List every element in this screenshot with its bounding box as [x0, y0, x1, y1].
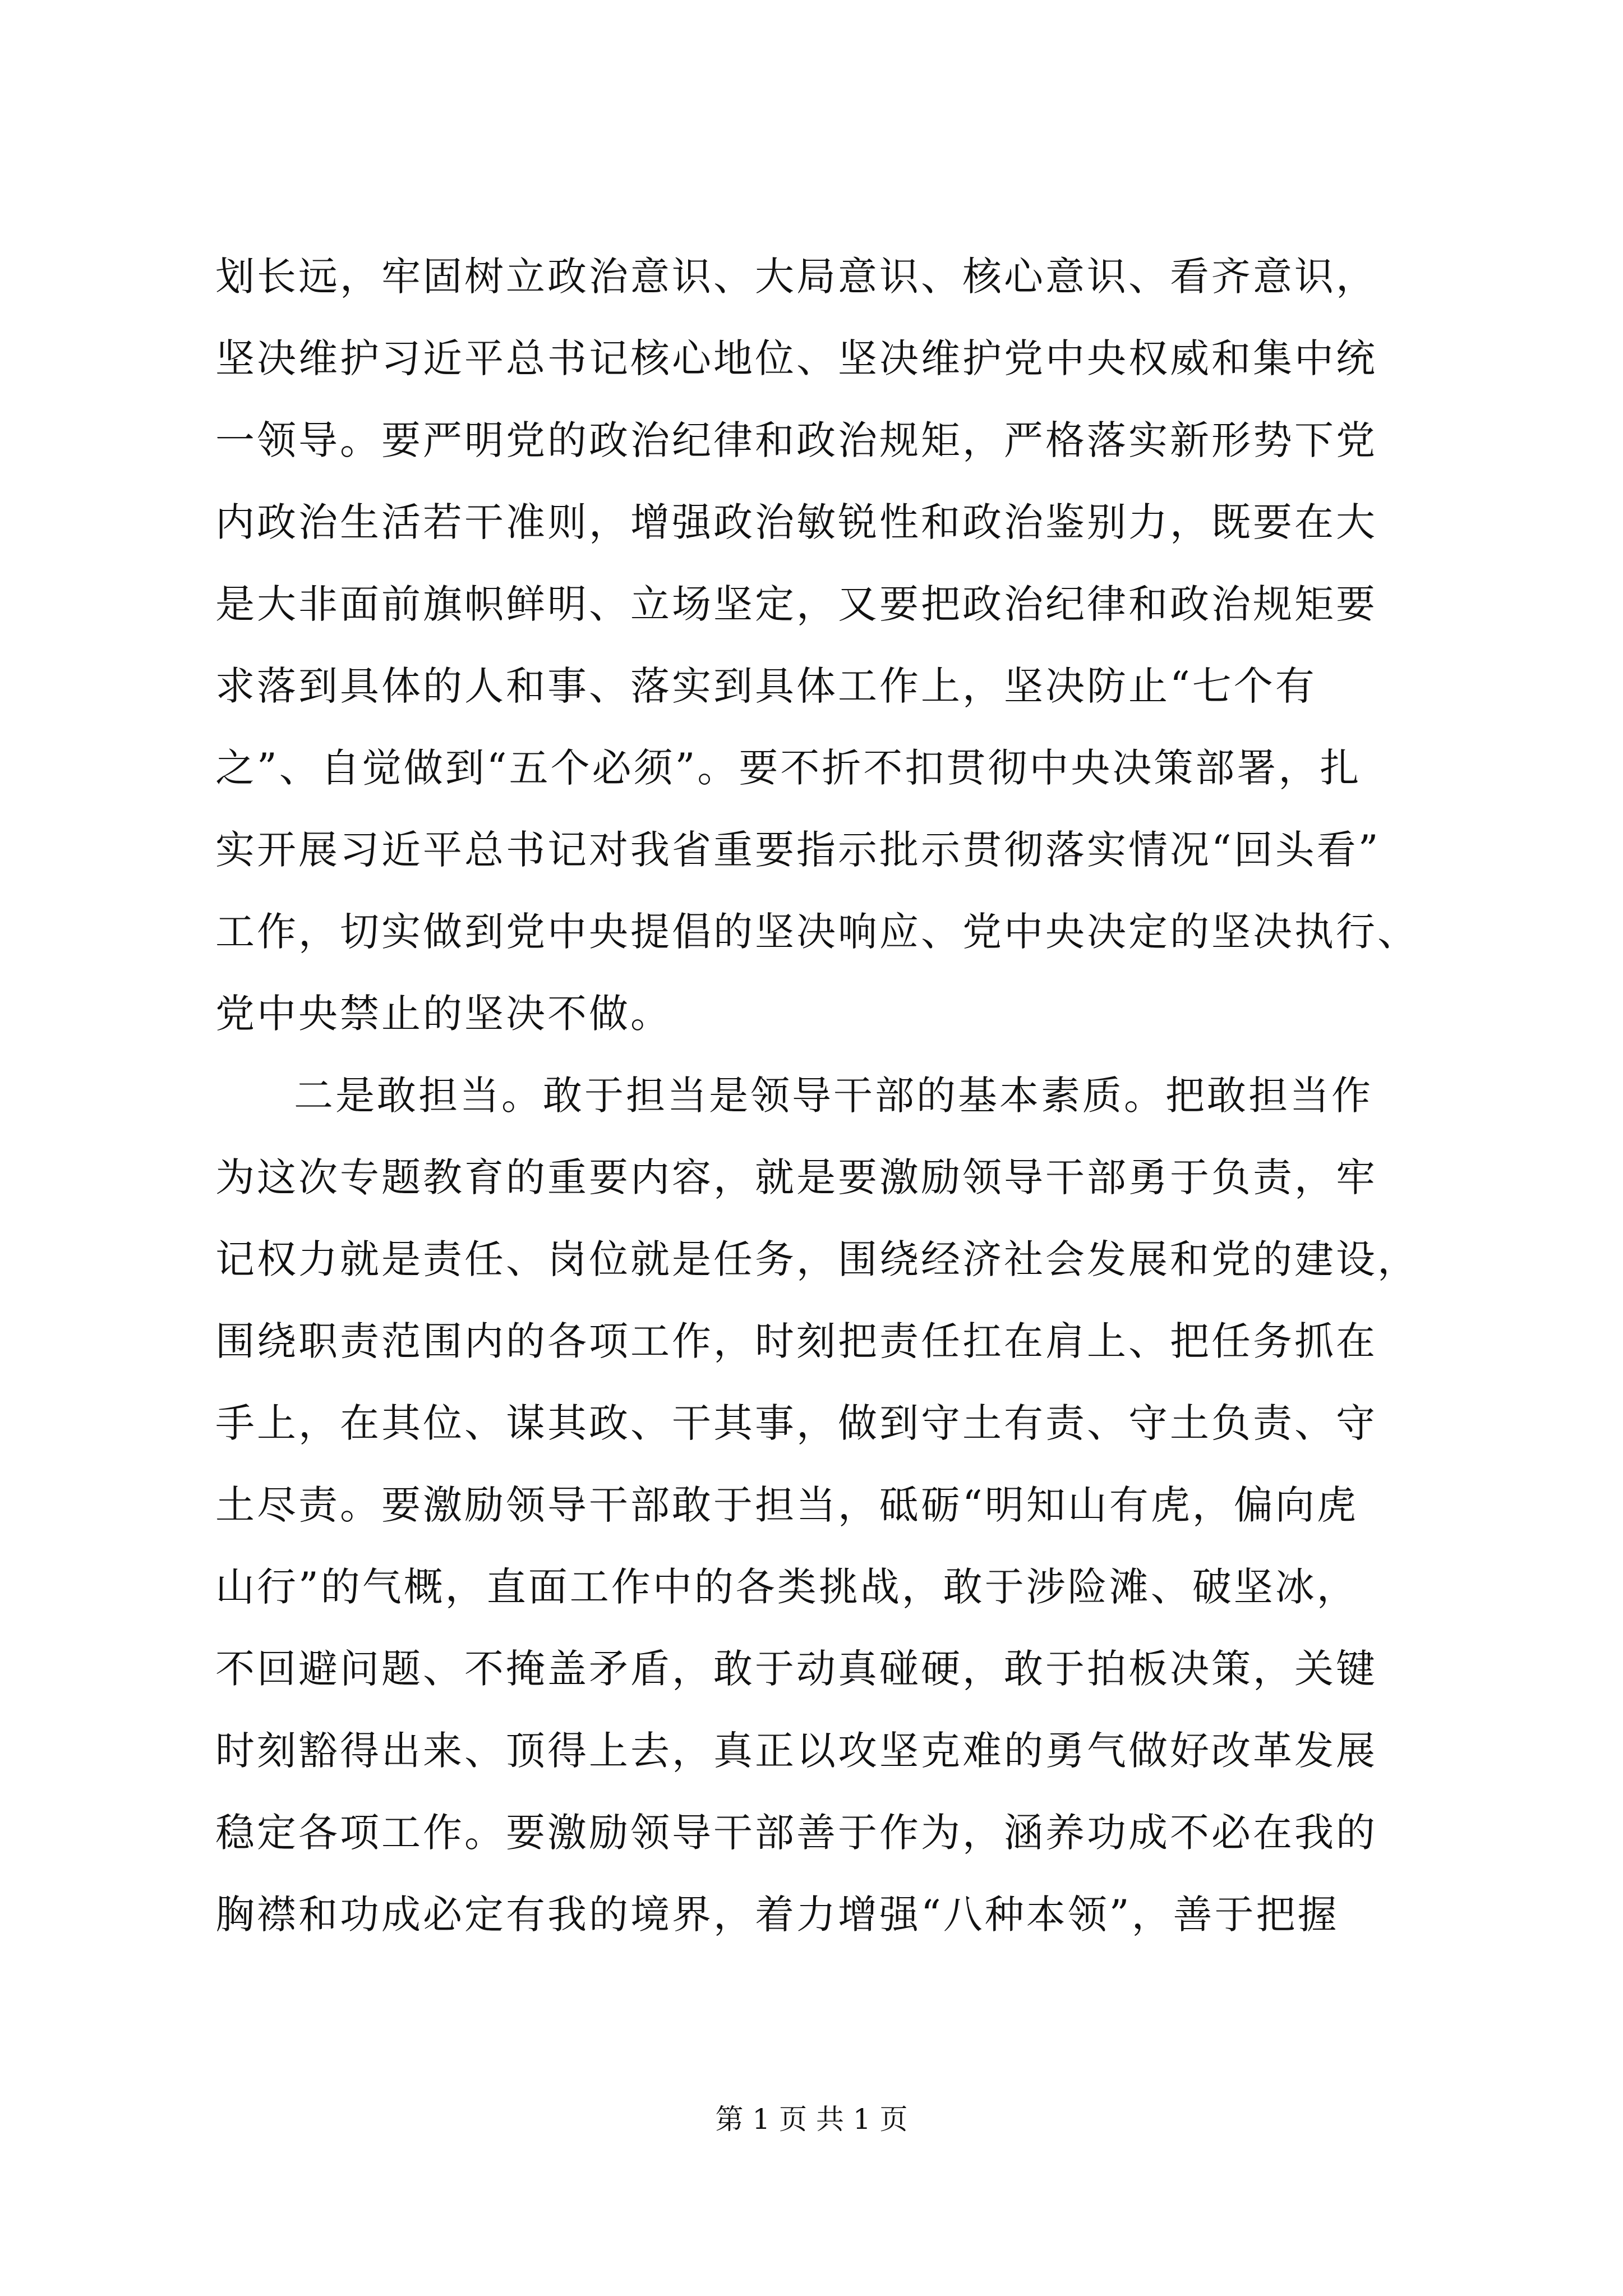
text-line-19: 时刻豁得出来、顶得上去，真正以攻坚克难的勇气做好改革发展 — [215, 1728, 1377, 1774]
text-line-4: 内政治生活若干准则，增强政治敏锐性和政治鉴别力，既要在大 — [215, 499, 1377, 545]
text-line-6: 求落到具体的人和事、落实到具体工作上，坚决防止“七个有 — [215, 663, 1317, 709]
text-line-3: 一领导。要严明党的政治纪律和政治规矩，严格落实新形势下党 — [215, 417, 1377, 463]
text-line-5: 是大非面前旗帜鲜明、立场坚定，又要把政治纪律和政治规矩要 — [215, 581, 1377, 627]
text-line-18: 不回避问题、不掩盖矛盾，敢于动真碰硬，敢于拍板决策，关键 — [215, 1646, 1377, 1692]
text-line-11: 二是敢担当。敢于担当是领导干部的基本素质。把敢担当作 — [294, 1073, 1373, 1119]
text-line-10: 党中央禁止的坚决不做。 — [215, 991, 672, 1037]
text-line-16: 土尽责。要激励领导干部敢于担当，砥砺“明知山有虎，偏向虎 — [215, 1482, 1358, 1528]
text-line-9: 工作，切实做到党中央提倡的坚决响应、党中央决定的坚决执行、 — [215, 909, 1419, 955]
text-line-17: 山行”的气概，直面工作中的各类挑战，敢于涉险滩、破坚冰， — [215, 1564, 1358, 1610]
body-text — [215, 236, 1421, 1955]
text-line-1: 划长远，牢固树立政治意识、大局意识、核心意识、看齐意识， — [215, 254, 1377, 300]
page-footer — [0, 2102, 1623, 2136]
text-line-13: 记权力就是责任、岗位就是任务，围绕经济社会发展和党的建设， — [215, 1236, 1419, 1282]
text-line-14: 围绕职责范围内的各项工作，时刻把责任扛在肩上、把任务抓在 — [215, 1318, 1377, 1364]
text-line-7: 之”、自觉做到“五个必须”。要不折不扣贯彻中央决策部署，扎 — [215, 745, 1362, 791]
text-line-20: 稳定各项工作。要激励领导干部善于作为，涵养功成不必在我的 — [215, 1810, 1377, 1856]
page-number: 第 1 页 共 1 页 — [715, 2103, 908, 2136]
text-line-15: 手上，在其位、谋其政、干其事，做到守土有责、守土负责、守 — [215, 1400, 1377, 1446]
text-line-12: 为这次专题教育的重要内容，就是要激励领导干部勇于负责，牢 — [215, 1154, 1377, 1200]
text-line-21: 胸襟和功成必定有我的境界，着力增强“八种本领”，善于把握 — [215, 1892, 1339, 1938]
text-line-8: 实开展习近平总书记对我省重要指示批示贯彻落实情况“回头看” — [215, 827, 1381, 873]
text-line-2: 坚决维护习近平总书记核心地位、坚决维护党中央权威和集中统 — [215, 335, 1377, 381]
